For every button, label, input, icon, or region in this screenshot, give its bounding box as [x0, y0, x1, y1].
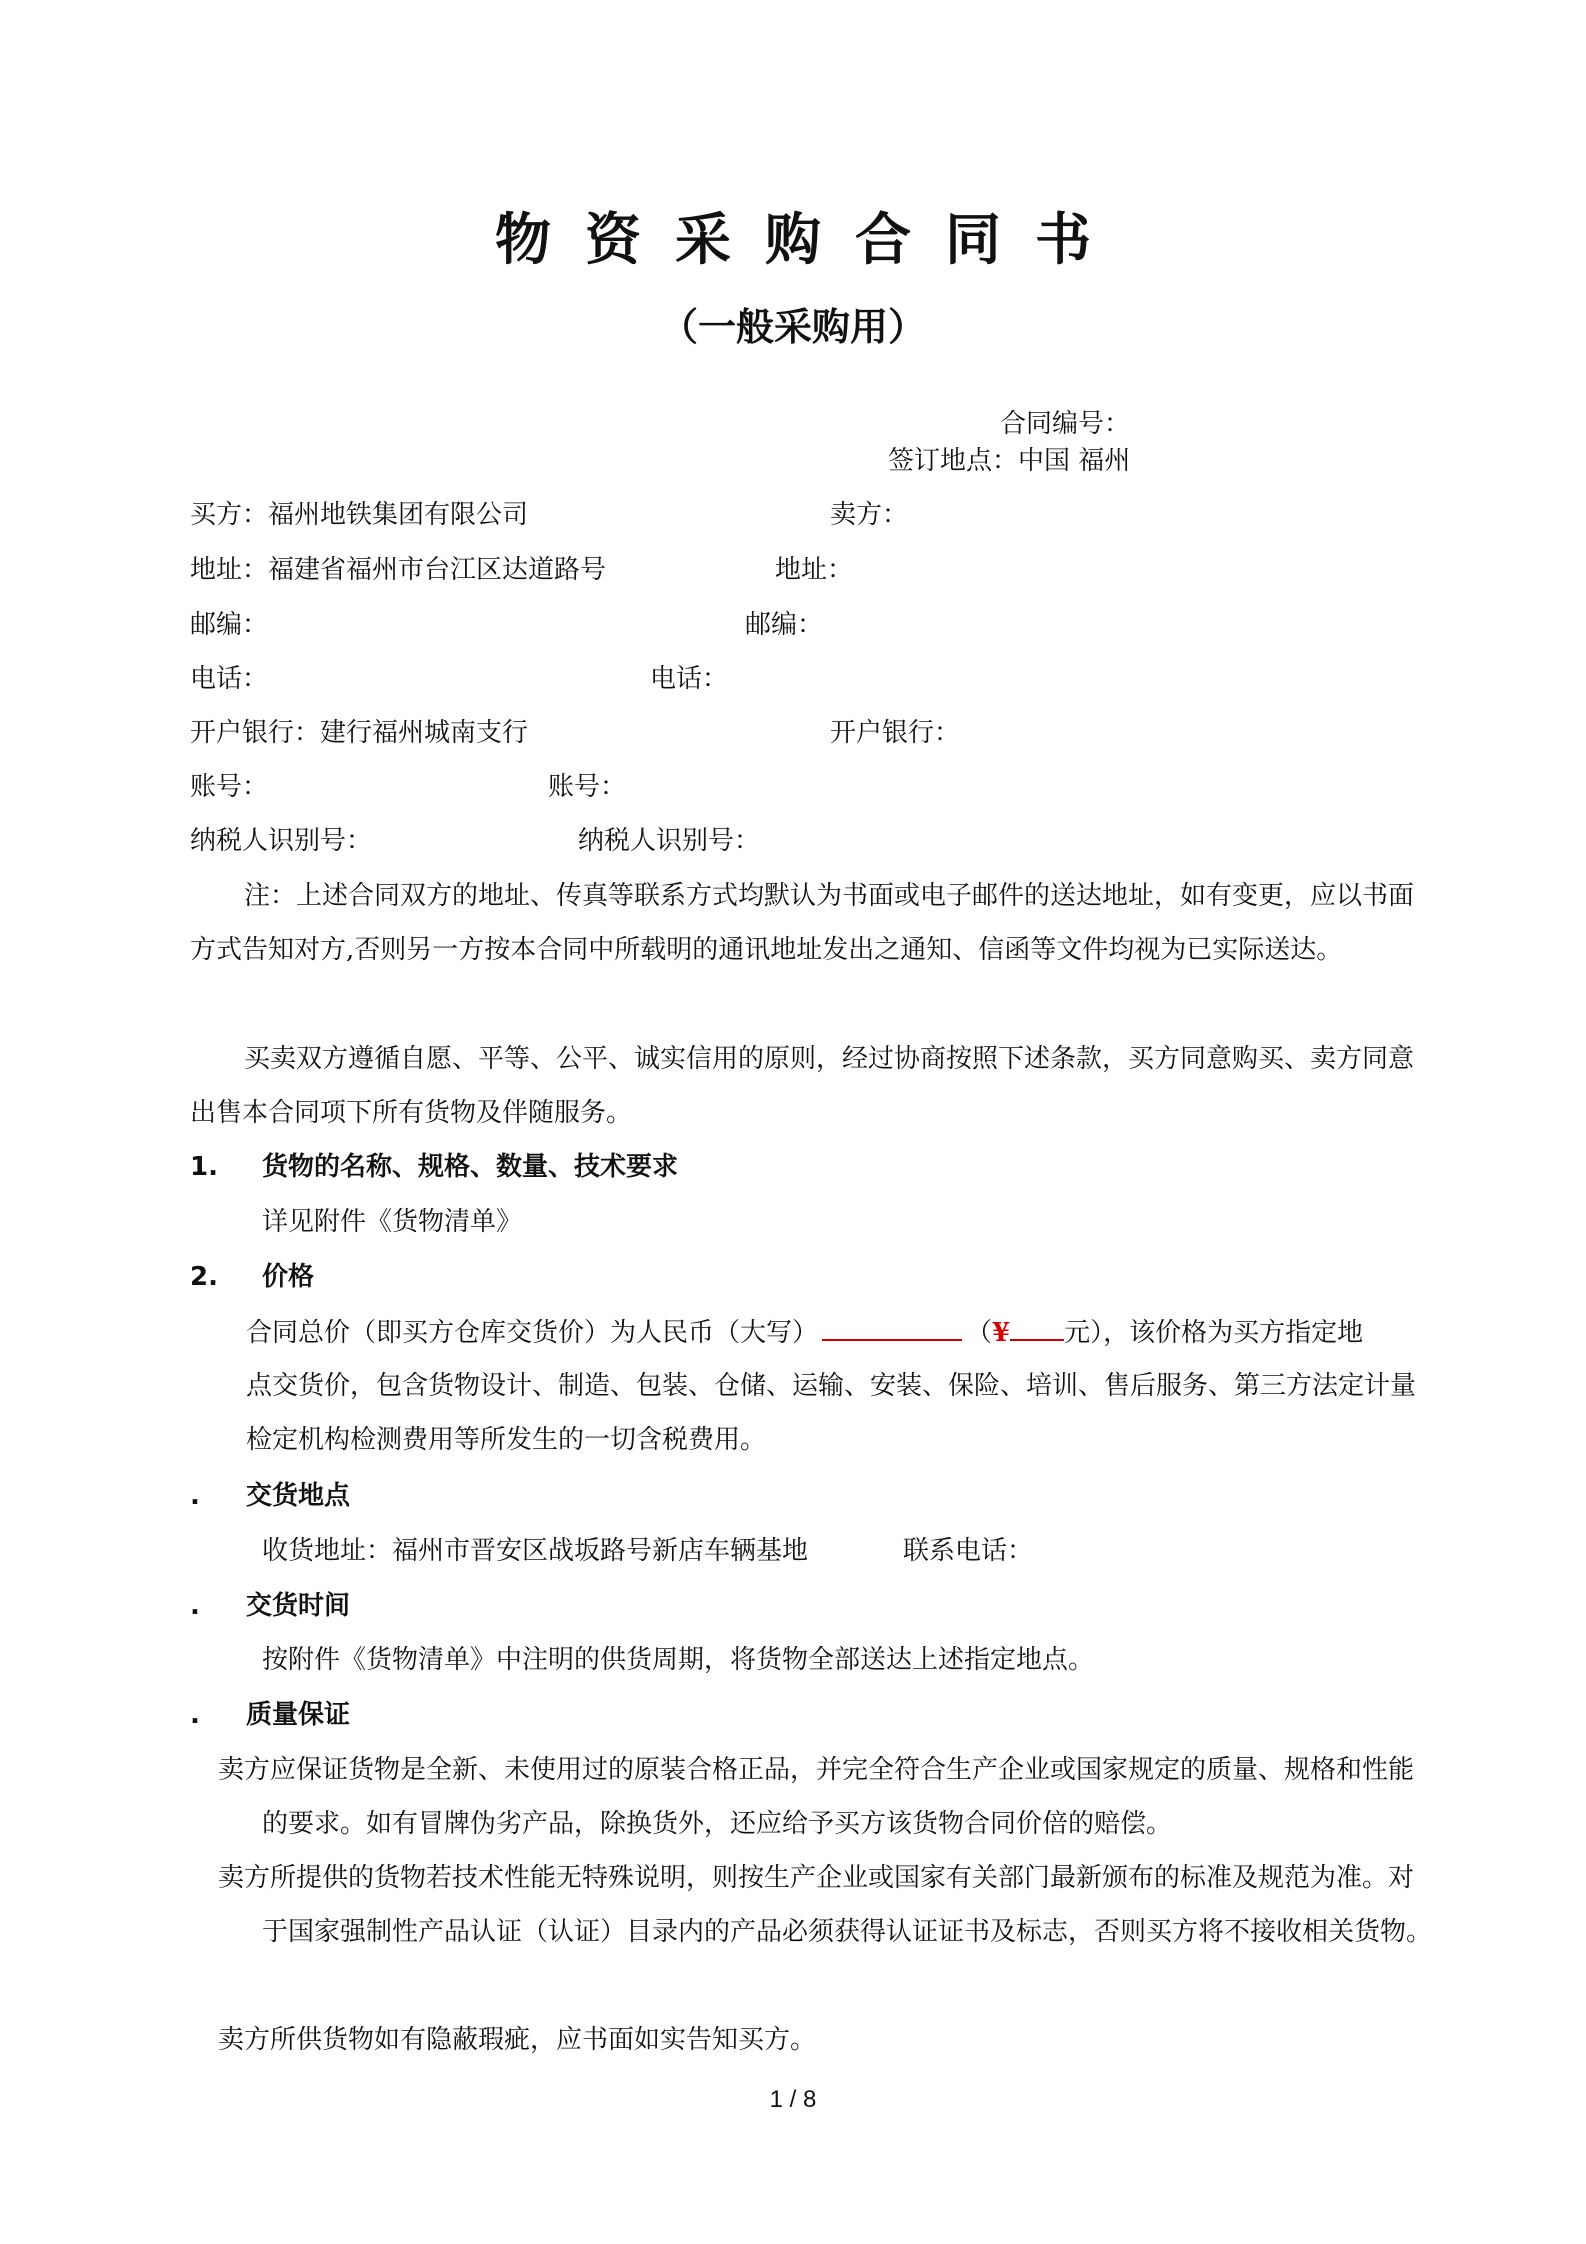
price-prefix: 合同总价（即买方仓库交货价）为人民币（大写）: [246, 1318, 819, 1348]
contract-number-label: 合同编号：: [1000, 409, 1131, 439]
seller-postcode: 邮编：: [745, 610, 824, 640]
seller-name: 卖方：: [830, 500, 909, 530]
section-4-heading: 交货时间: [246, 1591, 351, 1621]
section-3-number: .: [190, 1481, 200, 1511]
price-open-paren: （: [966, 1318, 993, 1348]
price-unit: 元），该价格为买方指定地: [1064, 1318, 1364, 1348]
delivery-contact-phone: 联系电话：: [903, 1536, 1034, 1566]
seller-account: 账号：: [548, 772, 627, 802]
section-2-number: 2.: [190, 1262, 218, 1292]
buyer-account: 账号：: [190, 772, 269, 802]
price-amount-blank: [1010, 1313, 1064, 1341]
seller-bank: 开户银行：: [830, 718, 961, 748]
section-2-heading: 价格: [262, 1262, 315, 1292]
delivery-address: 收货地址：福州市晋安区战坂路号新店车辆基地: [262, 1536, 809, 1566]
section-4-body: 按附件《货物清单》中注明的供货周期，将货物全部送达上述指定地点。: [262, 1645, 1095, 1675]
price-description: 点交货价，包含货物设计、制造、包装、仓储、运输、安装、保险、培训、售后服务、第三方法定计量检定机构检测费用等所发生的一切含税费用。: [246, 1371, 1417, 1455]
seller-address: 地址：: [775, 555, 854, 585]
quality-clause-1: 卖方应保证货物是全新、未使用过的原装合格正品，并完全符合生产企业或国家规定的质量、规格和性能的要求。如有冒牌伪劣产品，除换货外，还应给予买方该货物合同价倍的赔偿。: [218, 1755, 1415, 1839]
buyer-phone: 电话：: [190, 664, 269, 694]
quality-clause-2: 卖方所提供的货物若技术性能无特殊说明，则按生产企业或国家有关部门最新颁布的标准及规范为准。对于国家强制性产品认证（认证）目录内的产品必须获得认证证书及标志，否则买方将不接收相关货物。: [218, 1863, 1433, 1947]
section-4-number: .: [190, 1591, 200, 1621]
sign-place: 签订地点：中国 福州: [888, 446, 1131, 476]
price-in-words-blank: [822, 1313, 962, 1341]
document-subtitle: （一般采购用）: [659, 305, 926, 349]
section-3-heading: 交货地点: [246, 1481, 351, 1511]
buyer-tax-id: 纳税人识别号：: [190, 826, 373, 856]
buyer-name: 买方：福州地铁集团有限公司: [190, 500, 529, 530]
section-1-heading: 货物的名称、规格、数量、技术要求: [262, 1152, 679, 1182]
document-title: 物资采购合同书: [495, 208, 1125, 273]
page-number: 1 / 8: [769, 2086, 817, 2113]
section-5-heading: 质量保证: [246, 1700, 351, 1730]
seller-phone: 电话：: [650, 664, 729, 694]
buyer-bank: 开户银行：建行福州城南支行: [190, 718, 529, 748]
seller-tax-id: 纳税人识别号：: [578, 826, 761, 856]
section-5-number: .: [190, 1700, 200, 1730]
address-note: 注：上述合同双方的地址、传真等联系方式均默认为书面或电子邮件的送达地址，如有变更，应以书面方式告知对方,否则另一方按本合同中所载明的通讯地址发出之通知、信函等文件均视为已实际送达。: [190, 881, 1415, 965]
currency-symbol: ¥: [992, 1318, 1011, 1348]
section-1-body: 详见附件《货物清单》: [262, 1207, 523, 1237]
intro-paragraph: 买卖双方遵循自愿、平等、公平、诚实信用的原则，经过协商按照下述条款，买方同意购买、卖方同意出售本合同项下所有货物及伴随服务。: [190, 1044, 1415, 1128]
quality-clause-3: 卖方所供货物如有隐蔽瑕疵，应书面如实告知买方。: [218, 2025, 817, 2055]
buyer-address: 地址：福建省福州市台江区达道路号: [190, 555, 607, 585]
buyer-postcode: 邮编：: [190, 610, 269, 640]
price-line: [246, 1313, 1363, 1351]
section-1-number: 1.: [190, 1152, 218, 1182]
